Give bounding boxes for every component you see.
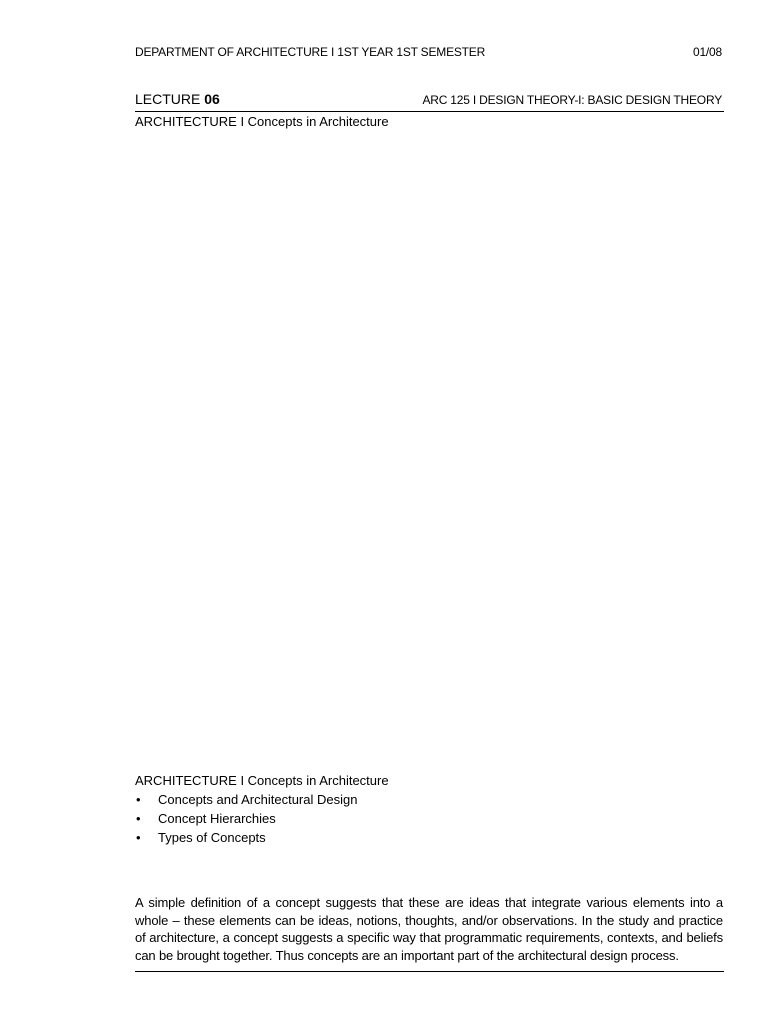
lecture-label xyxy=(135,91,220,107)
topic-list xyxy=(135,771,389,847)
topic-item-label: Concept Hierarchies xyxy=(158,811,276,826)
topic-item xyxy=(135,790,389,809)
bullet-icon: • xyxy=(136,792,141,807)
department-label: DEPARTMENT OF ARCHITECTURE I 1ST YEAR 1ST SEMESTER xyxy=(135,45,486,59)
topic-item xyxy=(135,828,389,847)
intro-paragraph: A simple definition of a concept suggests that these are ideas that integrate various elements into a whole – these elements can be ideas, notions, thoughts, and/or observations. In the study and practice of architecture, a concept suggests a specific way that programmatic requirements, contexts, and beliefs can be brought together. Thus concepts are an important part of the architectural design process. xyxy=(135,895,723,963)
lecture-subtitle: ARCHITECTURE I Concepts in Architecture xyxy=(135,114,389,129)
lecture-prefix: LECTURE xyxy=(135,91,205,107)
course-title: ARC 125 I DESIGN THEORY-I: BASIC DESIGN THEORY xyxy=(422,93,722,107)
lecture-number: 06 xyxy=(204,91,220,107)
footer-divider xyxy=(135,971,724,972)
lecture-header xyxy=(135,91,724,112)
topic-item-label: Concepts and Architectural Design xyxy=(158,792,358,807)
bullet-icon: • xyxy=(136,811,141,826)
topic-item-label: Types of Concepts xyxy=(158,830,266,845)
page-number: 01/08 xyxy=(692,45,722,59)
topic-list-heading: ARCHITECTURE I Concepts in Architecture xyxy=(135,773,389,788)
topic-bullets xyxy=(135,790,389,847)
bullet-icon: • xyxy=(136,830,141,845)
department-header xyxy=(135,45,722,59)
topic-item xyxy=(135,809,389,828)
